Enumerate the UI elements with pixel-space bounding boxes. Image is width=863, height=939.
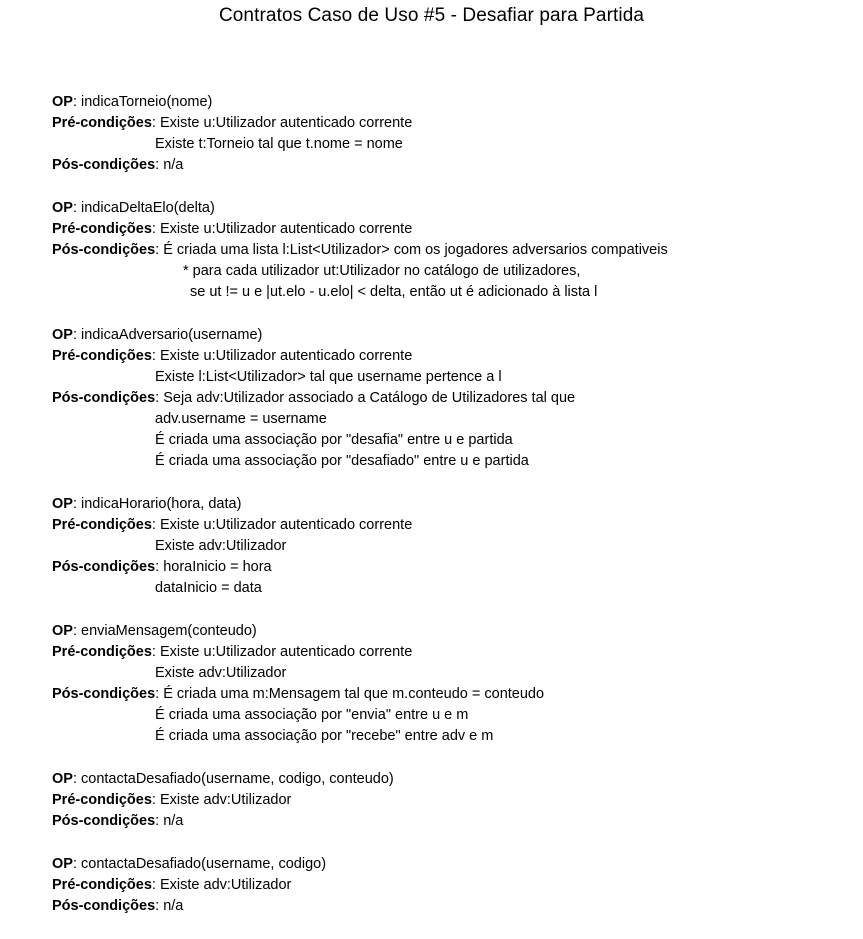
operation-label: OP xyxy=(52,856,73,872)
postconditions-label: Pós-condições xyxy=(52,813,156,829)
operation-colon: : xyxy=(72,496,82,512)
preconditions-label: Pré-condições xyxy=(52,348,152,364)
operation-line xyxy=(52,769,863,790)
operation-colon: : xyxy=(72,94,82,110)
postconditions-label: Pós-condições xyxy=(52,898,156,914)
contract-block xyxy=(52,494,863,599)
contract-block xyxy=(52,854,863,917)
contracts-list xyxy=(52,92,863,939)
preconditions-value: Existe u:Utilizador autenticado corrente xyxy=(159,115,413,131)
preconditions-value: Existe adv:Utilizador xyxy=(159,792,292,808)
postconditions-colon: : xyxy=(155,813,164,829)
operation-colon: : xyxy=(72,771,82,787)
operation-value: indicaAdversario(username) xyxy=(81,327,263,343)
preconditions-value: Existe u:Utilizador autenticado corrente xyxy=(159,644,413,660)
preconditions-colon: : xyxy=(151,517,160,533)
preconditions-label: Pré-condições xyxy=(52,877,152,893)
preconditions-line xyxy=(52,875,863,896)
preconditions-line xyxy=(52,219,863,240)
contract-block xyxy=(52,769,863,832)
postconditions-label: Pós-condições xyxy=(52,390,156,406)
operation-colon: : xyxy=(72,623,82,639)
preconditions-line xyxy=(52,113,863,134)
preconditions-line xyxy=(52,642,863,663)
preconditions-continuation-line: Existe l:List<Utilizador> tal que username pertence a l xyxy=(155,369,502,385)
operation-label: OP xyxy=(52,94,73,110)
postconditions-label: Pós-condições xyxy=(52,157,156,173)
operation-value: indicaDeltaElo(delta) xyxy=(81,200,215,216)
contract-block xyxy=(52,621,863,747)
preconditions-line xyxy=(52,515,863,536)
operation-line xyxy=(52,198,863,219)
operation-value: enviaMensagem(conteudo) xyxy=(81,623,257,639)
postconditions-value: n/a xyxy=(163,898,184,914)
operation-label: OP xyxy=(52,623,73,639)
preconditions-colon: : xyxy=(151,877,160,893)
postconditions-line xyxy=(52,811,863,832)
operation-line xyxy=(52,854,863,875)
operation-value: contactaDesafiado(username, codigo) xyxy=(81,856,327,872)
postconditions-colon: : xyxy=(155,242,164,258)
postconditions-value: É criada uma m:Mensagem tal que m.conteudo = conteudo xyxy=(163,686,545,702)
contract-block xyxy=(52,198,863,303)
postconditions-colon: : xyxy=(155,390,164,406)
preconditions-colon: : xyxy=(151,115,160,131)
operation-line xyxy=(52,325,863,346)
preconditions-value: Existe u:Utilizador autenticado corrente xyxy=(159,517,413,533)
postconditions-continuation-line: É criada uma associação por "recebe" entre adv e m xyxy=(155,728,494,744)
postconditions-value: n/a xyxy=(163,157,184,173)
postconditions-continuation-line: * para cada utilizador ut:Utilizador no catálogo de utilizadores, xyxy=(183,263,581,279)
operation-value: contactaDesafiado(username, codigo, conteudo) xyxy=(81,771,394,787)
preconditions-colon: : xyxy=(151,644,160,660)
postconditions-line xyxy=(52,896,863,917)
postconditions-line xyxy=(52,557,863,578)
postconditions-line xyxy=(52,684,863,705)
preconditions-label: Pré-condições xyxy=(52,115,152,131)
postconditions-label: Pós-condições xyxy=(52,242,156,258)
postconditions-label: Pós-condições xyxy=(52,559,156,575)
postconditions-continuation-line: dataInicio = data xyxy=(155,580,262,596)
postconditions-value: É criada uma lista l:List<Utilizador> com os jogadores adversarios compativeis xyxy=(163,242,668,258)
postconditions-value: n/a xyxy=(163,813,184,829)
postconditions-colon: : xyxy=(155,898,164,914)
preconditions-line xyxy=(52,346,863,367)
operation-line xyxy=(52,621,863,642)
postconditions-colon: : xyxy=(155,157,164,173)
operation-colon: : xyxy=(72,327,82,343)
postconditions-continuation-line: É criada uma associação por "desafiado" entre u e partida xyxy=(155,453,529,469)
postconditions-continuation-line: se ut != u e |ut.elo - u.elo| < delta, então ut é adicionado à lista l xyxy=(190,284,598,300)
operation-colon: : xyxy=(72,200,82,216)
preconditions-label: Pré-condições xyxy=(52,517,152,533)
operation-value: indicaTorneio(nome) xyxy=(81,94,213,110)
operation-value: indicaHorario(hora, data) xyxy=(81,496,242,512)
postconditions-line xyxy=(52,240,863,261)
postconditions-label: Pós-condições xyxy=(52,686,156,702)
postconditions-value: horaInicio = hora xyxy=(163,559,272,575)
operation-line xyxy=(52,92,863,113)
postconditions-value: Seja adv:Utilizador associado a Catálogo de Utilizadores tal que xyxy=(163,390,576,406)
preconditions-colon: : xyxy=(151,348,160,364)
contract-block xyxy=(52,92,863,176)
postconditions-continuation-line: É criada uma associação por "envia" entre u e m xyxy=(155,707,469,723)
preconditions-continuation-line: Existe adv:Utilizador xyxy=(155,538,287,554)
preconditions-label: Pré-condições xyxy=(52,644,152,660)
preconditions-line xyxy=(52,790,863,811)
contract-block xyxy=(52,325,863,472)
operation-label: OP xyxy=(52,327,73,343)
preconditions-label: Pré-condições xyxy=(52,221,152,237)
page-title: Contratos Caso de Uso #5 - Desafiar para Partida xyxy=(218,5,645,26)
preconditions-colon: : xyxy=(151,792,160,808)
operation-line xyxy=(52,494,863,515)
preconditions-value: Existe adv:Utilizador xyxy=(159,877,292,893)
preconditions-continuation-line: Existe adv:Utilizador xyxy=(155,665,287,681)
preconditions-continuation-line: Existe t:Torneio tal que t.nome = nome xyxy=(155,136,403,152)
postconditions-continuation-line: adv.username = username xyxy=(155,411,327,427)
operation-label: OP xyxy=(52,771,73,787)
preconditions-colon: : xyxy=(151,221,160,237)
operation-colon: : xyxy=(72,856,82,872)
postconditions-continuation-line: É criada uma associação por "desafia" entre u e partida xyxy=(155,432,513,448)
preconditions-label: Pré-condições xyxy=(52,792,152,808)
postconditions-line xyxy=(52,155,863,176)
preconditions-value: Existe u:Utilizador autenticado corrente xyxy=(159,348,413,364)
operation-label: OP xyxy=(52,200,73,216)
operation-label: OP xyxy=(52,496,73,512)
postconditions-colon: : xyxy=(155,559,164,575)
preconditions-value: Existe u:Utilizador autenticado corrente xyxy=(159,221,413,237)
postconditions-line xyxy=(52,388,863,409)
postconditions-colon: : xyxy=(155,686,164,702)
